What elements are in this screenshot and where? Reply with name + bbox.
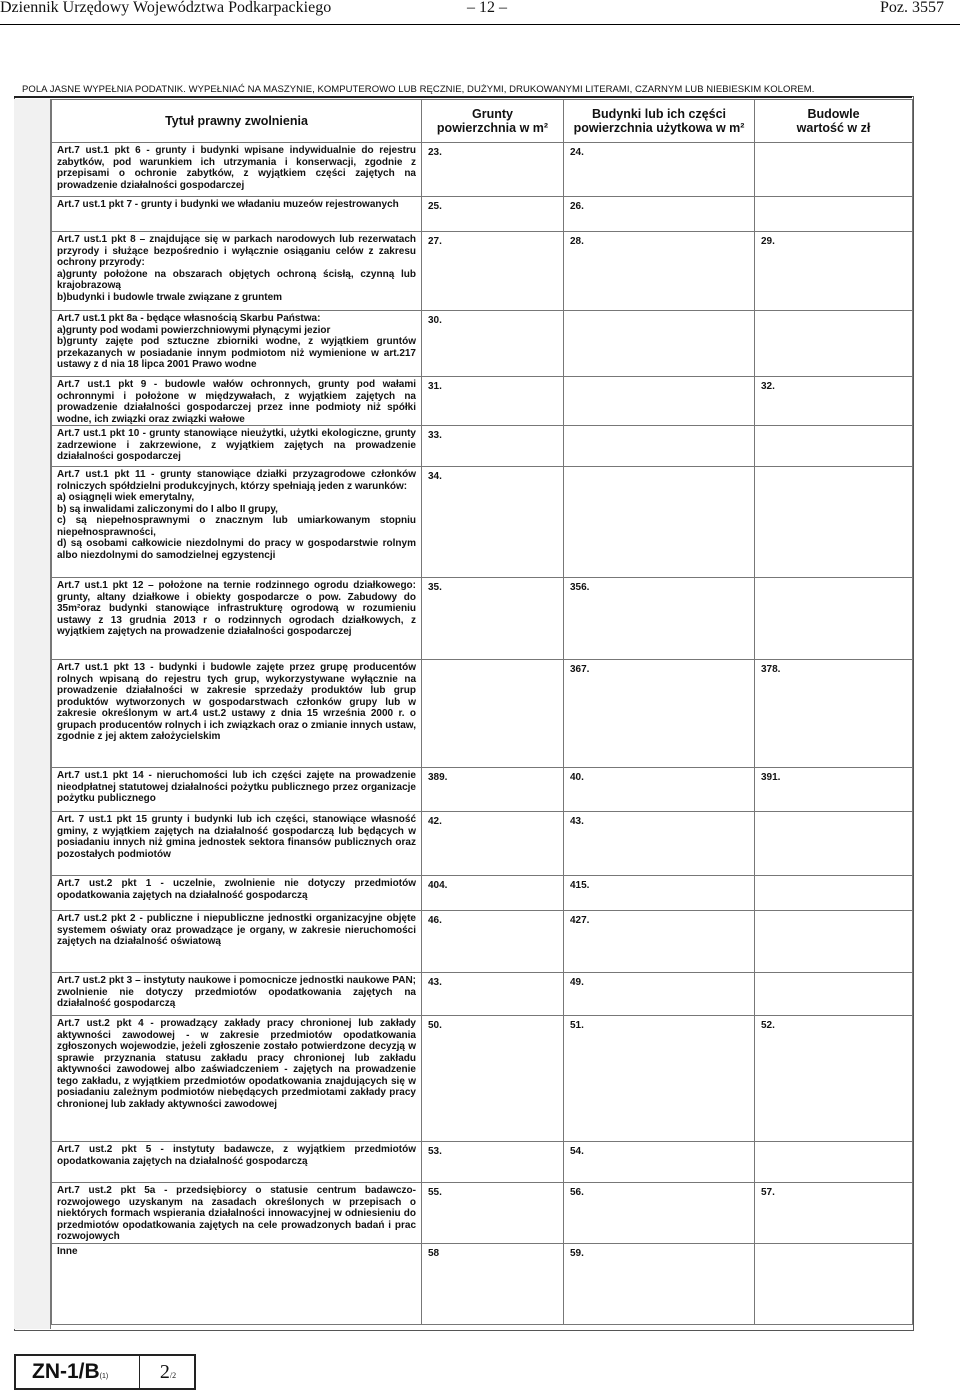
- grunty-field[interactable]: 389.: [422, 768, 564, 812]
- budowle-field[interactable]: [755, 973, 913, 1016]
- table-row: [52, 768, 913, 812]
- budowle-field[interactable]: 52.: [755, 1016, 913, 1142]
- exemption-title: Art.7 ust.1 pkt 13 - budynki i budowle zajęte przez grupę producentów rolnych wpisaną do rejestru tych grup, wykorzystywane wyłącznie na prowadzenie działalności w zakresie sprzedaży produktów lub grup produktów wytworzonych w gospodarstwach członków grupy lub w zakresie określonym w art.4 ust.2 ustawy z dnia 15 września 2000 r. o grupach producentów rolnych i ich związkach oraz o zmianie innych ustaw, zgodnie z jej aktem założycielskim: [52, 660, 422, 768]
- top-rule: [14, 96, 912, 98]
- table-row: [52, 660, 913, 768]
- budowle-field[interactable]: [755, 426, 913, 467]
- grunty-field[interactable]: 43.: [422, 973, 564, 1016]
- header-grunty: Grunty powierzchnia w m²: [422, 100, 564, 143]
- grunty-field[interactable]: 46.: [422, 911, 564, 973]
- grunty-field[interactable]: 50.: [422, 1016, 564, 1142]
- budowle-field[interactable]: 29.: [755, 232, 913, 311]
- budowle-field[interactable]: [755, 467, 913, 578]
- exemption-title: Art. 7 ust.1 pkt 15 grunty i budynki lub ich części, stanowiące własność gminy, z wyjątkiem zajętych na działalność gospodarczą lub będących w posiadaniu innych niż gmina jednostek sektora finansów publicznych oraz pozostałych podmiotów: [52, 812, 422, 876]
- table-row: [52, 578, 913, 660]
- grunty-field[interactable]: 23.: [422, 143, 564, 197]
- budynki-field[interactable]: 415.: [564, 876, 755, 911]
- exemption-title: Art.7 ust.1 pkt 12 – położone na ternie rodzinnego ogrodu działkowego: grunty, altany działkowe i obiekty gospodarcze o pow. Zabudowy do 35m²oraz budynki stanowiące infrastrukturę ogrodową w rozumieniu ustawy z 13 grudnia 2013 r o rodzinnych ogrodach działkowych, z wyjątkiem zajętych na prowadzenie działalności gospodarczej: [52, 578, 422, 660]
- budowle-field[interactable]: [755, 812, 913, 876]
- budowle-field[interactable]: [755, 876, 913, 911]
- exemption-title: Art.7 ust.1 pkt 9 - budowle wałów ochronnych, grunty pod wałami ochronnymi i położone w międzywałach, z wyjątkiem zajętych na prowadzenie działalności gospodarczej przez inne podmioty niż spółki wodne, ich związki oraz związki wałowe: [52, 377, 422, 426]
- budowle-field[interactable]: 391.: [755, 768, 913, 812]
- exemption-title: Art.7 ust.1 pkt 10 - grunty stanowiące nieużytki, użytki ekologiczne, grunty zadrzewione i zakrzewione, z wyjątkiem zajętych na prowadzenie działalności gospodarczej: [52, 426, 422, 467]
- budynki-field[interactable]: [564, 426, 755, 467]
- exemption-title: Inne: [52, 1244, 422, 1325]
- table-row: [52, 311, 913, 377]
- header-budynki: Budynki lub ich części powierzchnia użytkowa w m²: [564, 100, 755, 143]
- table-row: [52, 143, 913, 197]
- grunty-field[interactable]: 53.: [422, 1142, 564, 1183]
- budowle-field[interactable]: 32.: [755, 377, 913, 426]
- exemption-title: Art.7 ust.1 pkt 11 - grunty stanowiące działki przyzagrodowe członków rolniczych spółdzielni produkcyjnych, którzy spełniają jeden z warunków: a) osiągnęli wiek emerytalny, b) są inwalidami zaliczonymi do I albo II grupy, c) są niepełnosprawnymi o znacznym lub umiarkowanym stopniu niepełnosprawności, d) są osobami całkowicie niezdolnymi do pracy w gospodarstwie rolnym albo niezdolnymi do samodzielnej egzystencji: [52, 467, 422, 578]
- grunty-field[interactable]: 25.: [422, 197, 564, 232]
- table-row: [52, 1183, 913, 1244]
- fill-instructions: POLA JASNE WYPEŁNIA PODATNIK. WYPEŁNIAĆ NA MASZYNIE, KOMPUTEROWO LUB RĘCZNIE, DUŻYMI, DRUKOWANYMI LITERAMI, CZARNYM LUB NIEBIESKIM KOLOREM.: [22, 84, 815, 95]
- budynki-field[interactable]: [564, 311, 755, 377]
- table-row: [52, 1142, 913, 1183]
- exemption-title: Art.7 ust.1 pkt 6 - grunty i budynki wpisane indywidualnie do rejestru zabytków, pod warunkiem ich utrzymania i konserwacji, zgodnie z przepisami o ochronie zabytków, z wyjątkiem części zajętych na prowadzenie działalności gospodarczej: [52, 143, 422, 197]
- exemption-title: Art.7 ust.1 pkt 8 – znajdujące się w parkach narodowych lub rezerwatach przyrody i służące bezpośrednio i wyłącznie osiąganiu celów z zakresu ochrony przyrody: a)grunty położone na obszarach objętych ochroną ścisłą, czynną lub krajobrazową b)budynki i budowle trwale związane z gruntem: [52, 232, 422, 311]
- grunty-field[interactable]: 58: [422, 1244, 564, 1325]
- budowle-field[interactable]: [755, 143, 913, 197]
- table-row: [52, 232, 913, 311]
- budynki-field[interactable]: 56.: [564, 1183, 755, 1244]
- exemption-title: Art.7 ust.2 pkt 2 - publiczne i niepubliczne jednostki organizacyjne objęte systemem oświaty oraz prowadzące je organy, w zakresie nieruchomości zajętych na działalność oświatową: [52, 911, 422, 973]
- budynki-field[interactable]: 26.: [564, 197, 755, 232]
- budynki-field[interactable]: 427.: [564, 911, 755, 973]
- exemption-title: Art.7 ust.1 pkt 14 - nieruchomości lub ich części zajęte na prowadzenie nieodpłatnej statutowej działalności pożytku publicznego przez organizacje pożytku publicznego: [52, 768, 422, 812]
- exemption-table: [51, 99, 913, 1325]
- table-row: [52, 1244, 913, 1325]
- budowle-field[interactable]: 57.: [755, 1183, 913, 1244]
- page-number: – 12 –: [467, 0, 507, 16]
- grunty-field[interactable]: 34.: [422, 467, 564, 578]
- budynki-field[interactable]: 54.: [564, 1142, 755, 1183]
- budynki-field[interactable]: 49.: [564, 973, 755, 1016]
- exemption-title: Art.7 ust.2 pkt 5a - przedsiębiorcy o statusie centrum badawczo-rozwojowego uzyskanym na zasadach określonych w przepisach o niektórych formach wspierania działalności innowacyjnej w odniesieniu do przedmiotów opodatkowania zajętych na cele prowadzonych badań i prac rozwojowych: [52, 1183, 422, 1244]
- exemption-title: Art.7 ust.2 pkt 4 - prowadzący zakłady pracy chronionej lub zakłady aktywności zawodowej - w zakresie przedmiotów opodatkowania zgłoszonych wojewodzie, jeżeli zgłoszenie zostało potwierdzone decyzją w sprawie przyznania statusu zakładu pracy chronionej lub zakładu aktywności zawodowej albo zaświadczeniem - zajętych na prowadzenie tego zakładu, z wyjątkiem przedmiotów opodatkowania znajdujących się w posiadaniu zależnym podmiotów niebędących przedmiotami zakłady pracy chronionej lub zakłady aktywności zawodowej: [52, 1016, 422, 1142]
- budynki-field[interactable]: 51.: [564, 1016, 755, 1142]
- exemption-title: Art.7 ust.2 pkt 5 - instytuty badawcze, z wyjątkiem przedmiotów opodatkowania zajętych na działalność gospodarczą: [52, 1142, 422, 1183]
- grunty-field[interactable]: 55.: [422, 1183, 564, 1244]
- table-row: [52, 973, 913, 1016]
- budynki-field[interactable]: 28.: [564, 232, 755, 311]
- header-title: Tytuł prawny zwolnienia: [52, 100, 422, 143]
- budynki-field[interactable]: 59.: [564, 1244, 755, 1325]
- budowle-field[interactable]: [755, 1244, 913, 1325]
- grunty-field[interactable]: 404.: [422, 876, 564, 911]
- budowle-field[interactable]: [755, 578, 913, 660]
- page-header: [0, 0, 960, 25]
- form-code-box: [14, 1354, 196, 1390]
- budynki-field[interactable]: 24.: [564, 143, 755, 197]
- budynki-field[interactable]: [564, 467, 755, 578]
- grunty-field[interactable]: 35.: [422, 578, 564, 660]
- table-row: [52, 1016, 913, 1142]
- grunty-field[interactable]: 27.: [422, 232, 564, 311]
- table-row: [52, 467, 913, 578]
- header-budowle: Budowle wartość w zł: [755, 100, 913, 143]
- journal-title: Dziennik Urzędowy Województwa Podkarpackiego: [0, 0, 332, 16]
- budowle-field[interactable]: [755, 197, 913, 232]
- grunty-field[interactable]: 30.: [422, 311, 564, 377]
- budowle-field[interactable]: [755, 1142, 913, 1183]
- table-row: [52, 197, 913, 232]
- table-row: [52, 876, 913, 911]
- budynki-field[interactable]: 40.: [564, 768, 755, 812]
- budynki-field[interactable]: 43.: [564, 812, 755, 876]
- budynki-field[interactable]: [564, 377, 755, 426]
- budowle-field[interactable]: [755, 311, 913, 377]
- form-code: ZN-1/B(1): [16, 1356, 140, 1388]
- table-row: [52, 377, 913, 426]
- exemption-title: Art.7 ust.2 pkt 1 - uczelnie, zwolnienie nie dotyczy przedmiotów opodatkowania zajętych na działalność gospodarczą: [52, 876, 422, 911]
- table-row: [52, 812, 913, 876]
- exemption-title: Art.7 ust.2 pkt 3 – instytuty naukowe i pomocnicze jednostki naukowe PAN; zwolnienie nie dotyczy przedmiotów opodatkowania zajętych na działalność gospodarczą: [52, 973, 422, 1016]
- grunty-field[interactable]: 33.: [422, 426, 564, 467]
- left-margin-strip: [14, 99, 51, 1329]
- exemption-title: Art.7 ust.1 pkt 8a - będące własnością Skarbu Państwa: a)grunty pod wodami powierzchniowymi płynącymi jezior b)grunty zajęte pod sztuczne zbiorniki wodne, z wyjątkiem gruntów przekazanych w posiadanie innym podmiotom niż wymienione w art.217 ustawy z d nia 18 lipca 2001 Prawo wodne: [52, 311, 422, 377]
- page-counter: 2/2: [159, 1361, 177, 1383]
- grunty-field[interactable]: [422, 660, 564, 768]
- position-number: Poz. 3557: [880, 0, 944, 16]
- exemption-title: Art.7 ust.1 pkt 7 - grunty i budynki we władaniu muzeów rejestrowanych: [52, 197, 422, 232]
- budowle-field[interactable]: 378.: [755, 660, 913, 768]
- budowle-field[interactable]: [755, 911, 913, 973]
- budynki-field[interactable]: 367.: [564, 660, 755, 768]
- grunty-field[interactable]: 42.: [422, 812, 564, 876]
- table-row: [52, 426, 913, 467]
- grunty-field[interactable]: 31.: [422, 377, 564, 426]
- table-row: [52, 911, 913, 973]
- budynki-field[interactable]: 356.: [564, 578, 755, 660]
